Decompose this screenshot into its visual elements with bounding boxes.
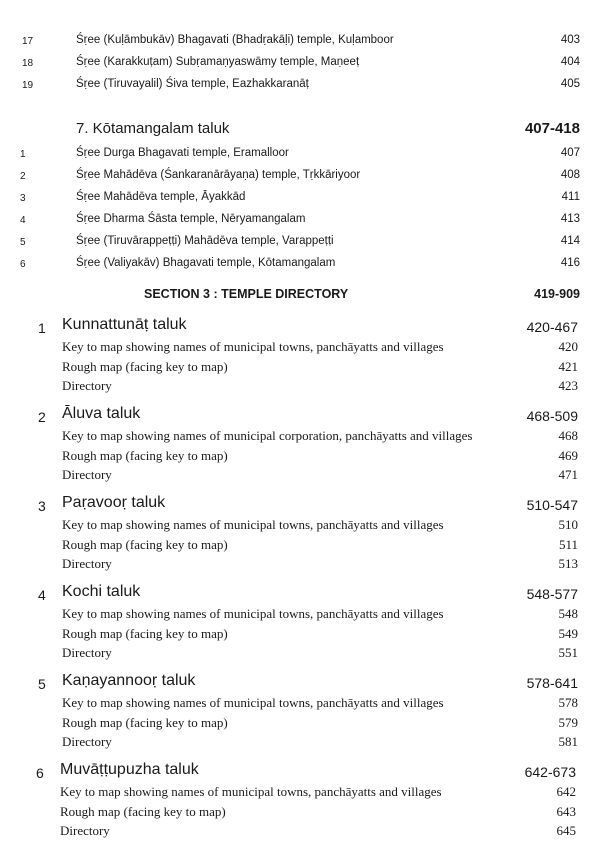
section-heading: 7. Kōtamangalam taluk	[76, 120, 230, 137]
rough-map-entry: Rough map (facing key to map)	[62, 715, 228, 730]
section-page-range: 407-418	[524, 120, 580, 137]
item-page: 414	[560, 235, 580, 247]
entry-page: 471	[558, 467, 578, 482]
item-page: 405	[560, 78, 580, 90]
taluk-name: Kochi taluk	[62, 583, 141, 600]
directory-entry: Directory	[62, 734, 112, 749]
entry-page: 513	[558, 556, 578, 571]
entry-page: 643	[556, 804, 576, 819]
directory-entry: Directory	[62, 467, 112, 482]
item-number: 6	[20, 259, 26, 270]
item-number: 4	[20, 215, 26, 226]
key-to-map-entry: Key to map showing names of municipal towns, panchāyatts and villages	[62, 339, 444, 354]
item-title: Śṛee (Karakkuṭam) Subṛamaṇyaswāmy temple, Maṇeeṭ	[76, 56, 360, 68]
taluk-page-range: 548-577	[526, 586, 578, 602]
taluk-name: Kunnattunāṭ taluk	[62, 316, 187, 333]
entry-page: 578	[558, 695, 578, 710]
section-heading: SECTION 3 : TEMPLE DIRECTORY	[144, 287, 349, 301]
taluk-number: 2	[38, 409, 46, 425]
directory-entry: Directory	[62, 556, 112, 571]
taluk-name: Kaṇayannooṛ taluk	[62, 672, 196, 689]
taluk-name: Paṛavooṛ taluk	[62, 494, 166, 511]
directory-entry: Directory	[62, 378, 112, 393]
item-number: 5	[20, 237, 26, 248]
taluk-number: 5	[38, 676, 46, 692]
entry-page: 579	[558, 715, 578, 730]
taluk-name: Muvāṭṭupuzha taluk	[60, 761, 199, 778]
item-number: 1	[20, 149, 26, 160]
item-page: 411	[561, 191, 580, 203]
entry-page: 423	[558, 378, 578, 393]
taluk-page-range: 510-547	[526, 497, 578, 513]
rough-map-entry: Rough map (facing key to map)	[62, 537, 228, 552]
entry-page: 510	[558, 517, 578, 532]
item-number: 3	[20, 193, 26, 204]
taluk-page-range: 420-467	[526, 319, 578, 335]
entry-page: 642	[556, 784, 576, 799]
key-to-map-entry: Key to map showing names of municipal towns, panchāyatts and villages	[60, 784, 442, 799]
entry-page: 581	[558, 734, 578, 749]
item-title: Śṛee (Valiyakāv) Bhagavati temple, Kōtamangalam	[76, 257, 336, 269]
taluk-number: 3	[38, 498, 46, 514]
item-number: 17	[22, 36, 34, 47]
item-page: 403	[560, 34, 580, 46]
taluk-page-range: 642-673	[524, 764, 576, 780]
item-title: Śṛee (Tiruvārappeṭṭi) Mahādēva temple, Varappeṭṭi	[76, 235, 334, 247]
entry-page: 645	[556, 823, 576, 838]
item-title: Śṛee (Tiruvayalil) Śiva temple, Eazhakkaranāṭ	[76, 78, 309, 90]
item-page: 416	[560, 257, 580, 269]
item-page: 408	[560, 169, 580, 181]
rough-map-entry: Rough map (facing key to map)	[60, 804, 226, 819]
entry-page: 549	[558, 626, 578, 641]
taluk-number: 1	[38, 320, 46, 336]
directory-entry: Directory	[62, 645, 112, 660]
taluk-page-range: 578-641	[526, 675, 578, 691]
directory-entry: Directory	[60, 823, 110, 838]
entry-page: 548	[558, 606, 578, 621]
key-to-map-entry: Key to map showing names of municipal towns, panchāyatts and villages	[62, 606, 444, 621]
entry-page: 420	[558, 339, 578, 354]
item-number: 18	[22, 58, 34, 69]
entry-page: 421	[558, 359, 578, 374]
item-page: 407	[560, 147, 580, 159]
item-title: Śṛee Durga Bhagavati temple, Eramalloor	[76, 147, 289, 159]
item-title: Śṛee Mahādēva (Śankaranārāyaṇa) temple, Tṛkkāriyoor	[76, 169, 361, 181]
taluk-number: 6	[36, 765, 44, 781]
item-title: Śṛee (Kuḷāmbukāv) Bhagavati (Bhadṛakāḷi) temple, Kuḷamboor	[76, 34, 394, 46]
taluk-page-range: 468-509	[526, 408, 578, 424]
entry-page: 468	[558, 428, 578, 443]
item-number: 2	[20, 171, 26, 182]
rough-map-entry: Rough map (facing key to map)	[62, 448, 228, 463]
item-page: 413	[560, 213, 580, 225]
item-page: 404	[560, 56, 580, 68]
section-page-range: 419-909	[534, 287, 580, 301]
key-to-map-entry: Key to map showing names of municipal towns, panchāyatts and villages	[62, 517, 444, 532]
entry-page: 511	[558, 537, 578, 552]
taluk-number: 4	[38, 587, 46, 603]
entry-page: 551	[558, 645, 578, 660]
key-to-map-entry: Key to map showing names of municipal corporation, panchāyatts and villages	[62, 428, 473, 443]
item-title: Śṛee Mahādēva temple, Āyakkād	[76, 191, 246, 203]
rough-map-entry: Rough map (facing key to map)	[62, 359, 228, 374]
entry-page: 469	[558, 448, 578, 463]
item-title: Śṛee Dharma Śāsta temple, Nēryamangalam	[76, 213, 306, 225]
rough-map-entry: Rough map (facing key to map)	[62, 626, 228, 641]
item-number: 19	[22, 80, 34, 91]
key-to-map-entry: Key to map showing names of municipal towns, panchāyatts and villages	[62, 695, 444, 710]
taluk-name: Āluva taluk	[62, 405, 141, 422]
